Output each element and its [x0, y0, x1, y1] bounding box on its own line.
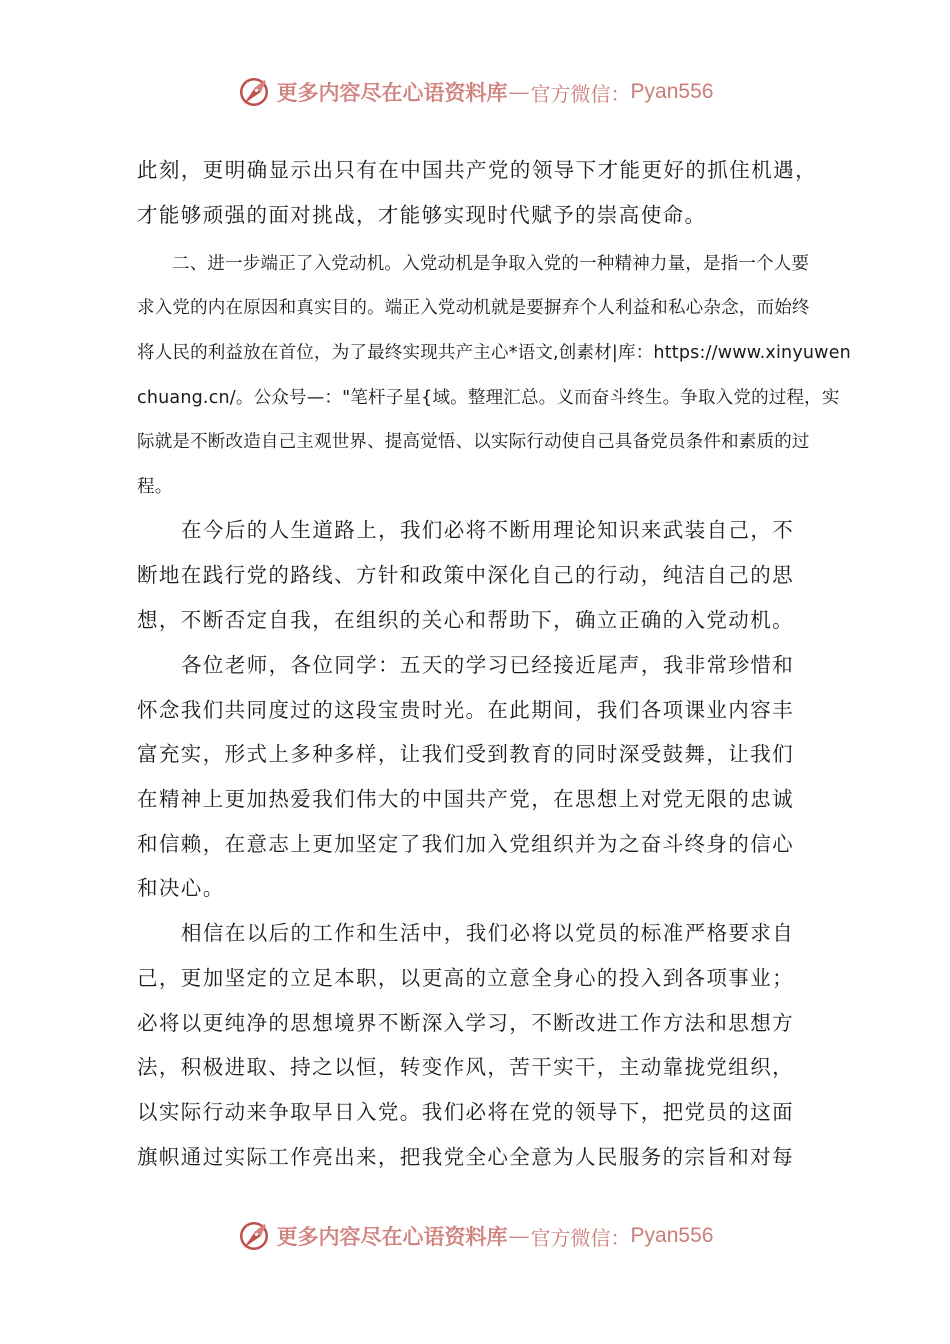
pen-nib-logo-icon — [237, 1219, 271, 1253]
text-line: 怀念我们共同度过的这段宝贵时光。在此期间，我们各项课业内容丰 — [137, 698, 794, 722]
text-line: 求入党的内在原因和真实目的。端正入党动机就是要摒弃个人利益和私心杂念，而始终 — [137, 298, 810, 318]
text-line: 以实际行动来争取早日入党。我们必将在党的领导下，把党员的这面 — [137, 1100, 794, 1124]
text-line: 和信赖，在意志上更加坚定了我们加入党组织并为之奋斗终身的信心 — [137, 832, 794, 856]
text-line: 己，更加坚定的立足本职，以更高的立意全身心的投入到各项事业； — [137, 966, 794, 990]
text-line: 程。 — [137, 477, 173, 497]
text-line: 必将以更纯净的思想境界不断深入学习，不断改进工作方法和思想方 — [137, 1011, 794, 1035]
text-line: 才能够顽强的面对挑战，才能够实现时代赋予的崇高使命。 — [137, 203, 707, 227]
text-line: 法，积极进取、持之以恒，转变作风，苦干实干，主动靠拢党组织， — [137, 1055, 794, 1079]
wechat-label: 官方微信： — [530, 81, 631, 106]
text-line: 各位老师，各位同学：五天的学习已经接近尾声，我非常珍惜和 — [181, 653, 795, 677]
text-line: 此刻，更明确显示出只有在中国共产党的领导下才能更好的抓住机遇， — [137, 158, 817, 182]
text-line: 断地在践行党的路线、方针和政策中深化自己的行动，纯洁自己的思 — [137, 563, 794, 587]
wechat-label: 官方微信： — [530, 1225, 631, 1250]
footer-banner — [0, 1216, 950, 1256]
text-line: 旗帜通过实际工作亮出来，把我党全心全意为人民服务的宗旨和对每 — [137, 1145, 794, 1169]
brand-text: 更多内容尽在心语资料库 — [276, 80, 508, 105]
separator-dash: — — [508, 1224, 530, 1248]
brand-text: 更多内容尽在心语资料库 — [276, 1224, 508, 1249]
text-line: 在今后的人生道路上，我们必将不断用理论知识来武装自己，不 — [181, 518, 795, 542]
text-line: 相信在以后的工作和生活中，我们必将以党员的标准严格要求自 — [181, 921, 795, 945]
text-line: 想，不断否定自我，在组织的关心和帮助下，确立正确的入党动机。 — [137, 608, 794, 632]
text-line: 在精神上更加热爱我们伟大的中国共产党，在思想上对党无限的忠诚 — [137, 787, 794, 811]
separator-dash: — — [508, 80, 530, 104]
text-line: 富充实，形式上多种多样，让我们受到教育的同时深受鼓舞，让我们 — [137, 742, 794, 766]
text-line: chuang.cn/。公众号—："笔杆子星{域。整理汇总。义而奋斗终生。争取入党的过程，实 — [137, 388, 840, 408]
text-line: 和决心。 — [137, 876, 225, 900]
text-line: 际就是不断改造自己主观世界、提高觉悟、以实际行动使自己具备党员条件和素质的过 — [137, 432, 810, 452]
text-line: 将人民的利益放在首位，为了最终实现共产主心*语文,创素材|库：https://www.xinyuwen — [137, 343, 851, 363]
text-line: 二、进一步端正了入党动机。入党动机是争取入党的一种精神力量，是指一个人要 — [172, 254, 810, 274]
wechat-id: Pyan556 — [630, 1224, 714, 1247]
wechat-id: Pyan556 — [630, 80, 714, 103]
header-banner — [0, 72, 950, 112]
pen-nib-logo-icon — [237, 75, 271, 109]
